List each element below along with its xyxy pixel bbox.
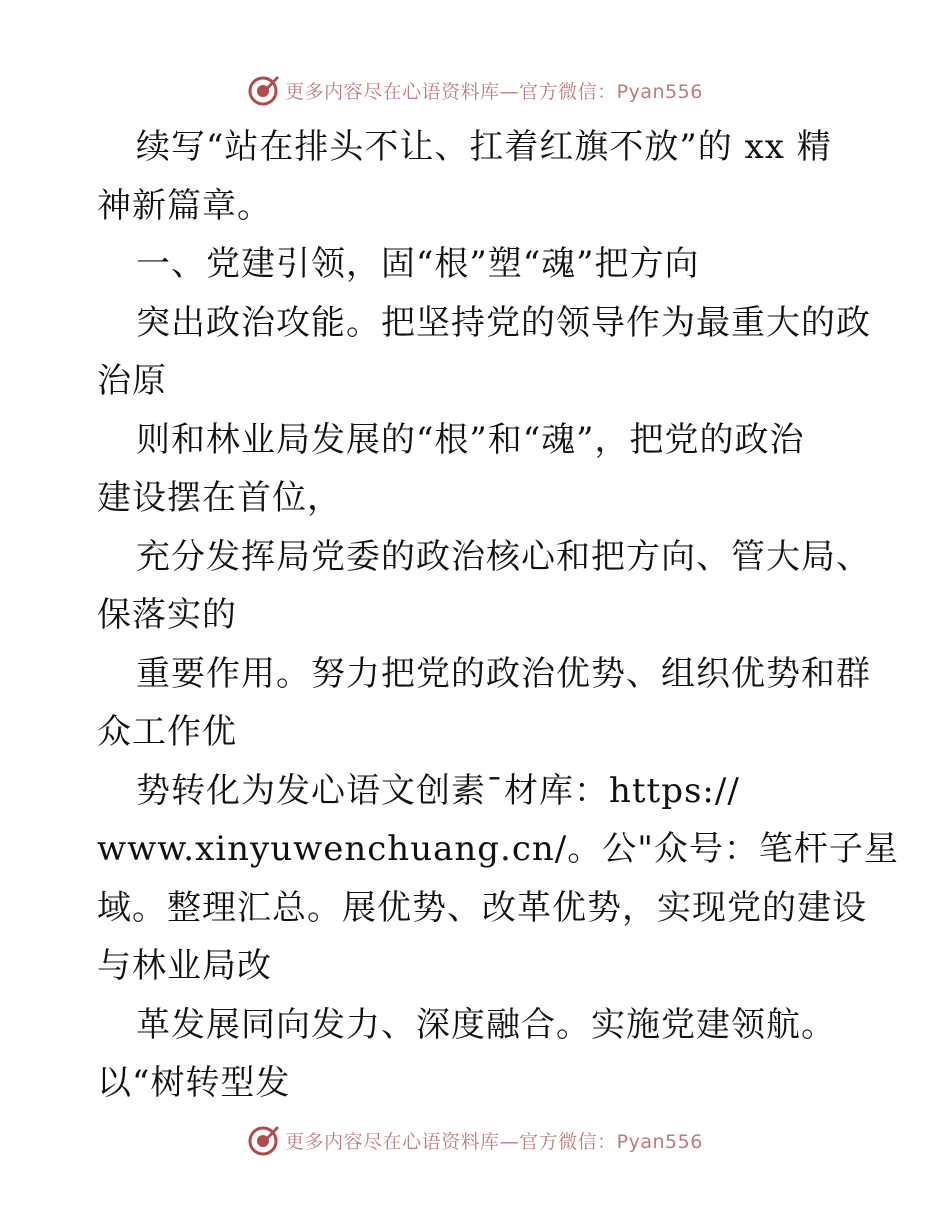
text-line: 革发展同向发力、深度融合。实施党建领航。	[136, 1004, 836, 1045]
text-line: 与林业局改	[97, 946, 272, 986]
text-line: 神新篇章。	[97, 185, 272, 226]
header-watermark	[0, 70, 950, 110]
watermark-text: 更多内容尽在心语资料库—官方微信：Pyan556	[285, 1130, 703, 1153]
text-line: 域。整理汇总。展优势、改革优势，实现党的建设	[97, 887, 867, 928]
quill-logo-icon	[247, 73, 281, 107]
section-heading: 一、党建引领，固“根”塑“魂”把方向	[136, 244, 700, 284]
text-line: 势转化为发心语文创素¯材库：https://	[136, 770, 740, 811]
text-line: 治原	[97, 361, 167, 401]
watermark-text: 更多内容尽在心语资料库—官方微信：Pyan556	[285, 80, 703, 103]
text-line: 突出政治攻能。把坚持党的领导作为最重大的政	[136, 302, 871, 343]
text-line: 充分发挥局党委的政治核心和把方向、管大局、	[136, 536, 871, 577]
document-body	[97, 118, 899, 1113]
text-line: 续写“站在排头不让、扛着红旗不放”的 xx 精	[136, 127, 832, 167]
text-line: 以“树转型发	[97, 1063, 291, 1103]
text-line: www.xinyuwenchuang.cn/。公"众号：笔杆子星	[97, 829, 899, 869]
text-line: 保落实的	[97, 595, 237, 635]
quill-logo-icon	[247, 1123, 281, 1157]
text-line: 重要作用。努力把党的政治优势、组织优势和群	[136, 653, 871, 694]
text-line: 则和林业局发展的“根”和“魂”，把党的政治	[136, 419, 805, 460]
text-line: 建设摆在首位，	[97, 478, 342, 518]
text-line: 众工作优	[97, 712, 237, 752]
footer-watermark	[0, 1120, 950, 1160]
